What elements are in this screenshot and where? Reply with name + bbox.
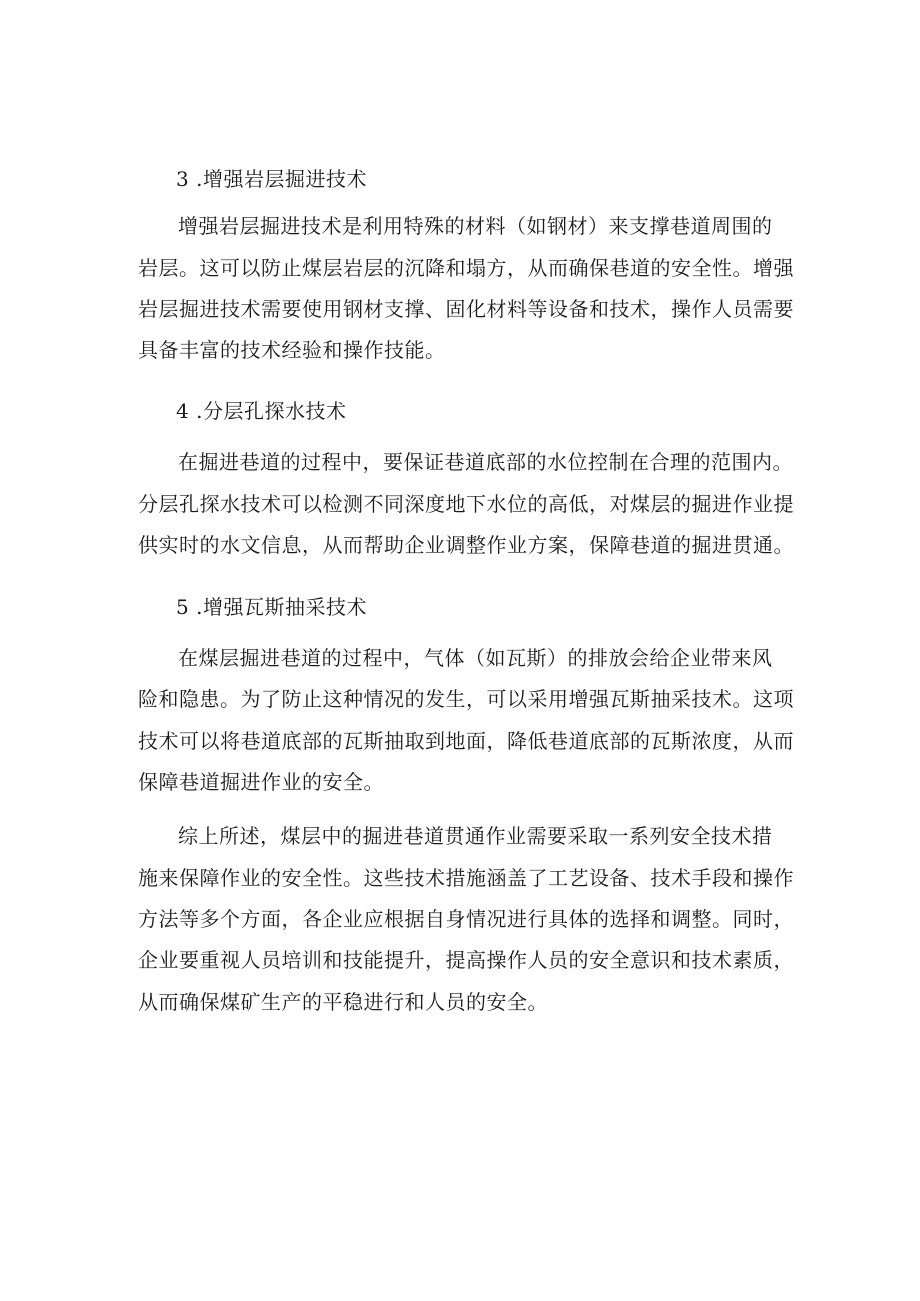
summary-line-1: 综上所述，煤层中的掘进巷道贯通作业需要采取一系列安全技术措 (178, 824, 773, 848)
section-5-heading: 5 .增强瓦斯抽采技术 (176, 595, 367, 619)
section-4-line-2: 分层孔探水技术可以检测不同深度地下水位的高低，对煤层的掘进作业提 (138, 492, 794, 516)
section-5-line-2: 险和隐患。为了防止这种情况的发生，可以采用增强瓦斯抽采技术。这项 (138, 687, 794, 711)
section-4-heading: 4 .分层孔探水技术 (176, 399, 347, 423)
section-3-line-3: 岩层掘进技术需要使用钢材支撑、固化材料等设备和技术，操作人员需要 (138, 297, 794, 321)
section-5-line-3: 技术可以将巷道底部的瓦斯抽取到地面，降低巷道底部的瓦斯浓度，从而 (138, 729, 794, 753)
section-3-line-4: 具备丰富的技术经验和操作技能。 (138, 338, 446, 362)
section-3-heading: 3 .增强岩层掘进技术 (176, 167, 367, 191)
summary-line-4: 企业要重视人员培训和技能提升，提高操作人员的安全意识和技术素质， (138, 948, 794, 972)
summary-line-5: 从而确保煤矿生产的平稳进行和人员的安全。 (138, 990, 548, 1014)
summary-line-3: 方法等多个方面，各企业应根据自身情况进行具体的选择和调整。同时， (138, 907, 794, 931)
section-5-line-4: 保障巷道掘进作业的安全。 (138, 770, 384, 794)
section-3-line-1: 增强岩层掘进技术是利用特殊的材料（如钢材）来支撑巷道周围的 (178, 214, 773, 238)
section-3-line-2: 岩层。这可以防止煤层岩层的沉降和塌方，从而确保巷道的安全性。增强 (138, 256, 794, 280)
summary-line-2: 施来保障作业的安全性。这些技术措施涵盖了工艺设备、技术手段和操作 (138, 866, 794, 890)
section-4-line-3: 供实时的水文信息，从而帮助企业调整作业方案，保障巷道的掘进贯通。 (138, 533, 794, 557)
section-4-line-1: 在掘进巷道的过程中，要保证巷道底部的水位控制在合理的范围内。 (178, 450, 793, 474)
section-5-line-1: 在煤层掘进巷道的过程中，气体（如瓦斯）的排放会给企业带来风 (178, 646, 773, 670)
